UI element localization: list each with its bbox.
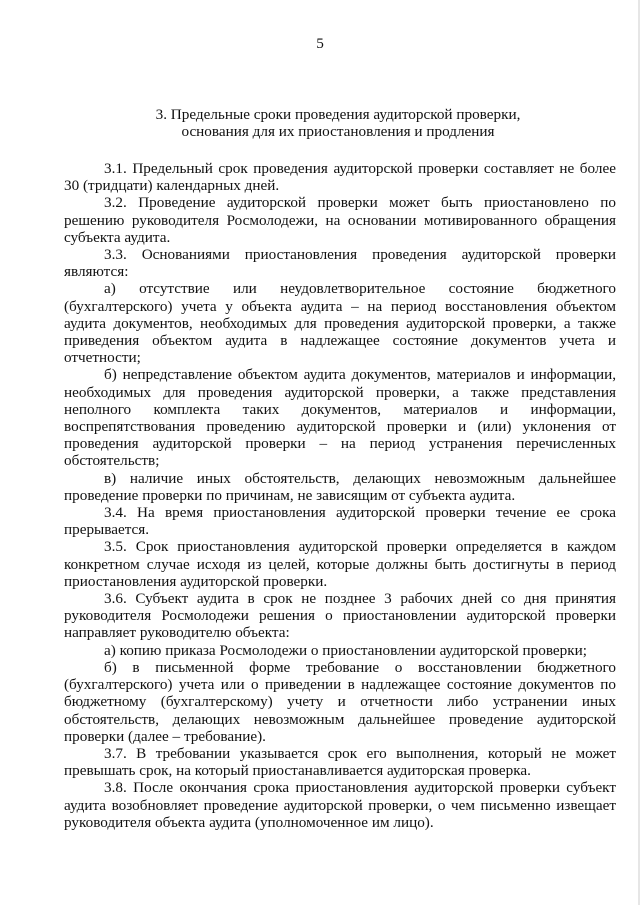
paragraph-3-7: 3.7. В требовании указывается срок его выполнения, который не может превышать срок, на который приостанавливается аудиторская проверка. [64,744,616,780]
paragraph-3-6: 3.6. Субъект аудита в срок не позднее 3 рабочих дней со дня принятия руководителя Росмолодежи решения о приостановлении аудиторской проверки направляет руководителю объекта: [64,590,616,642]
paragraph-3-3-v: в) наличие иных обстоятельств, делающих невозможным дальнейшее проведение проверки по причинам, не зависящим от субъекта аудита. [64,469,616,504]
section-title-line-2: основания для их приостановления и продления [181,123,495,141]
paragraph-3-2: 3.2. Проведение аудиторской проверки может быть приостановлено по решению руководителя Росмолодежи, на основании мотивированного обращения субъекта аудита. [64,194,616,246]
section-title [118,106,558,140]
paragraph-3-6-b: б) в письменной форме требование о восстановлении бюджетного (бухгалтерского) учета или о приведении в надлежащее состояние документов по бюджетному (бухгалтерскому) учету и отчетности либо устранении иных обстоятельств, делающих невозможным дальнейшее проведение аудиторской проверки (далее – требование). [64,658,616,745]
paragraph-3-3-a: а) отсутствие или неудовлетворительное состояние бюджетного (бухгалтерского) учета у объекта аудита – на период восстановления объектом аудита документов, необходимых для проведения аудиторской проверки, а также приведения объектом аудита в надлежащее состояние документов учета и отчетности; [64,280,616,367]
paragraph-3-8: 3.8. После окончания срока приостановления аудиторской проверки субъект аудита возобновляет проведение аудиторской проверки, о чем письменно извещает руководителя объекта аудита (уполномоченное им лицо). [64,779,616,831]
section-title-line-1: 3. Предельные сроки проведения аудиторской проверки, [155,106,521,123]
page-number: 5 [316,35,324,52]
paragraph-3-5: 3.5. Срок приостановления аудиторской проверки определяется в каждом конкретном случае исходя из целей, которые должны быть достигнуты в период приостановления аудиторской проверки. [64,538,616,590]
paragraph-3-4: 3.4. На время приостановления аудиторской проверки течение ее срока прерывается. [64,504,616,539]
document-body [64,160,616,831]
paragraph-3-3: 3.3. Основаниями приостановления проведения аудиторской проверки являются: [64,246,616,281]
paragraph-3-1: 3.1. Предельный срок проведения аудиторской проверки составляет не более 30 (тридцати) календарных дней. [64,160,616,195]
paragraph-3-6-a: а) копию приказа Росмолодежи о приостановлении аудиторской проверки; [104,641,587,659]
paragraph-3-3-b: б) непредставление объектом аудита документов, материалов и информации, необходимых для проведения аудиторской проверки, а также представления неполного комплекта таких документов, материалов и информации, воспрепятствования проведению аудиторской проверки и (или) уклонения от проведения аудиторской проверки – на период устранения перечисленных обстоятельств; [64,366,616,470]
